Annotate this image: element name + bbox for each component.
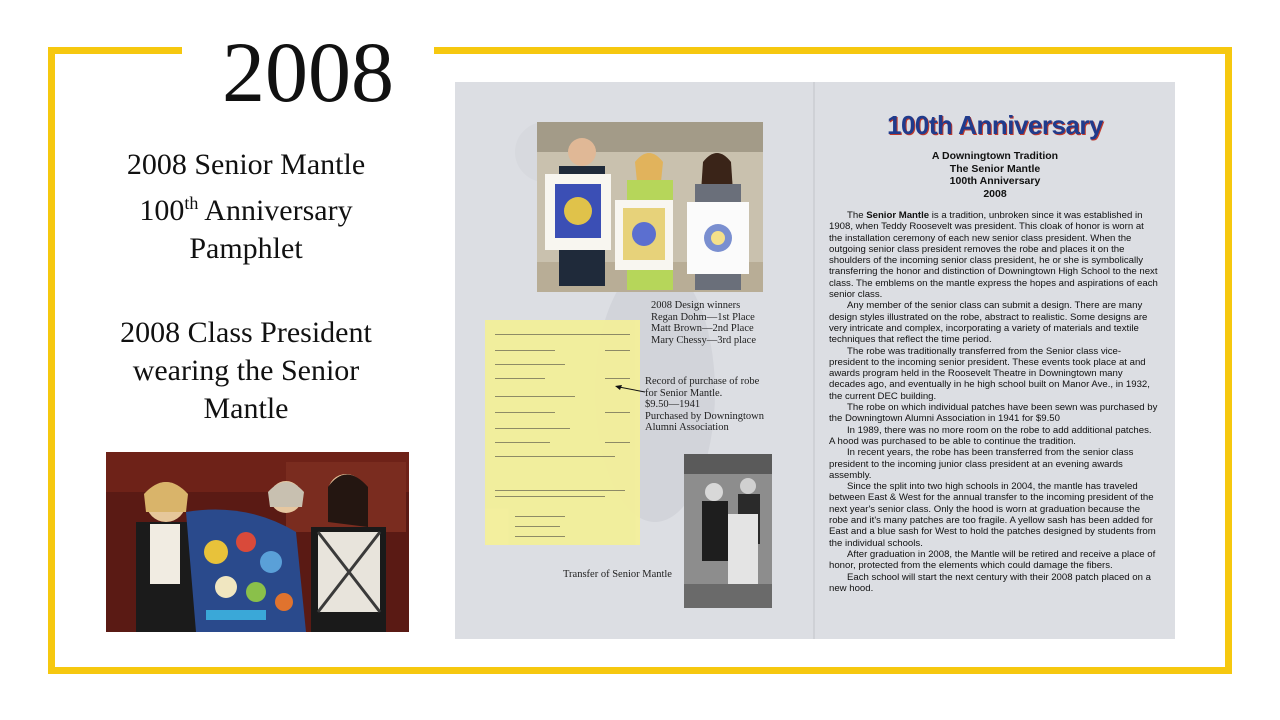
transfer-illustration: [684, 454, 772, 608]
receipt-rule: [495, 496, 605, 497]
mantle-transfer-photo: [684, 454, 772, 608]
receipt-rule: [495, 442, 550, 443]
signature-line: [515, 526, 560, 527]
heading-line: 100th Anniversary: [949, 175, 1041, 187]
note-line: Purchased by Downingtown: [645, 410, 764, 422]
body-paragraph: Any member of the senior class can submit a design. There are many design styles illustrated on the robe, abstract to realistic. Some designs are very intricate and complex, incorporating a variety of materials and textile techniques that reflect the time period.: [829, 300, 1148, 346]
design-winners-photo: [537, 122, 763, 292]
receipt-rule: [495, 396, 575, 397]
pamphlet-right-panel: [815, 82, 1175, 639]
pamphlet-scan: [455, 82, 1175, 639]
heading-line: A Downingtown Tradition: [931, 150, 1059, 162]
pamphlet-title: 100th Anniversary: [887, 110, 1103, 140]
photo-illustration: [106, 452, 409, 632]
body-paragraph: [829, 210, 1159, 300]
caption-superscript: th: [184, 193, 199, 213]
signature-line: [515, 516, 565, 517]
caption-line: Pamphlet: [189, 232, 303, 265]
caption-line: Mantle: [203, 392, 289, 425]
receipt-rule: [495, 490, 625, 491]
transfer-caption: Transfer of Senior Mantle: [563, 569, 672, 580]
pamphlet-body: [829, 210, 1159, 594]
amount-rule: [605, 442, 630, 443]
class-president-photo: [106, 452, 409, 632]
purchase-record-receipt: [485, 320, 640, 545]
pointer-arrow-icon: [615, 384, 647, 396]
caption-number: 100: [139, 194, 185, 227]
note-line: $9.50—1941: [645, 399, 701, 410]
caption-line: Regan Dohm—1st Place: [651, 311, 755, 323]
receipt-rule: [495, 378, 545, 379]
paragraph-text: is a tradition, unbroken since it was established in 1908, when Teddy Roosevelt was president. This cloak of honor is worn at the installation ceremony of each new senior class president. When the outgoing senior class president removes the robe and places it on the shoulders of the incoming senior class president, he or she is symbolically transferring the honor and distinction of Downingtown High School to the next class. The emblems on the mantle express the hopes and aspirations of each senior class.: [829, 210, 1158, 301]
body-paragraph: Each school will start the next century with their 2008 patch placed on a new hood.: [829, 571, 1151, 594]
amount-rule: [605, 350, 630, 351]
receipt-rule: [495, 412, 555, 413]
winners-illustration: [537, 122, 763, 292]
purchase-record-note: [645, 376, 785, 434]
paragraph-bold: Senior Mantle: [866, 210, 930, 221]
year-title: 2008: [222, 24, 394, 120]
receipt-rule: [495, 364, 565, 365]
caption-word: Anniversary: [198, 194, 353, 227]
body-paragraph: After graduation in 2008, the Mantle will be retired and receive a place of honor, protected from the elements which could damage the fibers.: [829, 548, 1156, 572]
signature-line: [515, 536, 565, 537]
paragraph-lead: The: [847, 210, 867, 221]
caption-line: Matt Brown—2nd Place: [651, 323, 754, 334]
pamphlet-headings: [815, 150, 1175, 200]
receipt-rule: [495, 428, 570, 429]
note-line: Alumni Association: [645, 422, 729, 433]
caption-line: 2008 Senior Mantle: [126, 148, 366, 181]
president-caption: [96, 314, 396, 428]
caption-line: Mary Chessy—3rd place: [651, 334, 756, 346]
amount-rule: [605, 378, 630, 379]
heading-line: 2008: [983, 187, 1007, 200]
body-paragraph: In 1989, there was no more room on the robe to add additional patches. A hood was purchased to be able to continue the tradition.: [829, 424, 1152, 447]
receipt-rule: [495, 334, 630, 335]
caption-line: [96, 184, 396, 230]
pamphlet-caption: [96, 146, 396, 268]
receipt-rule: [495, 350, 555, 351]
body-paragraph: The robe was traditionally transferred from the Senior class vice-president to the incoming senior president. These events took place at and awards program held in the Roosevelt Theatre in Downingtown many decades ago, and eventually in he high school built on Manor Ave., in 1932, the current DEC building.: [829, 345, 1150, 402]
amount-rule: [605, 412, 630, 413]
heading-line: The Senior Mantle: [949, 162, 1041, 175]
body-paragraph: In recent years, the robe has been transferred from the senior class president to the incoming junior class president at an evening awards assembly.: [829, 447, 1134, 481]
pamphlet-left-panel: [455, 82, 813, 639]
caption-line: 2008 Design winners: [651, 300, 741, 311]
note-line: for Senior Mantle.: [645, 387, 723, 399]
winners-caption: [651, 300, 811, 346]
caption-line: 2008 Class President: [120, 316, 372, 349]
caption-line: wearing the Senior: [132, 354, 360, 387]
body-paragraph: The robe on which individual patches have been sewn was purchased by the Downingtown Alumni Association in 1941 for $9.50: [829, 402, 1158, 425]
note-line: Record of purchase of robe: [645, 376, 760, 387]
receipt-rule: [495, 456, 615, 457]
body-paragraph: Since the split into two high schools in 2004, the mantle has traveled between East & West for the annual transfer to the incoming president of the next year's senior class. Only the hood is worn at graduation because the robe and it's many patches are too fragile. A yellow sash has been added for East and a blue sash for West to hold the patches designed by students from the individual schools.: [829, 481, 1156, 549]
